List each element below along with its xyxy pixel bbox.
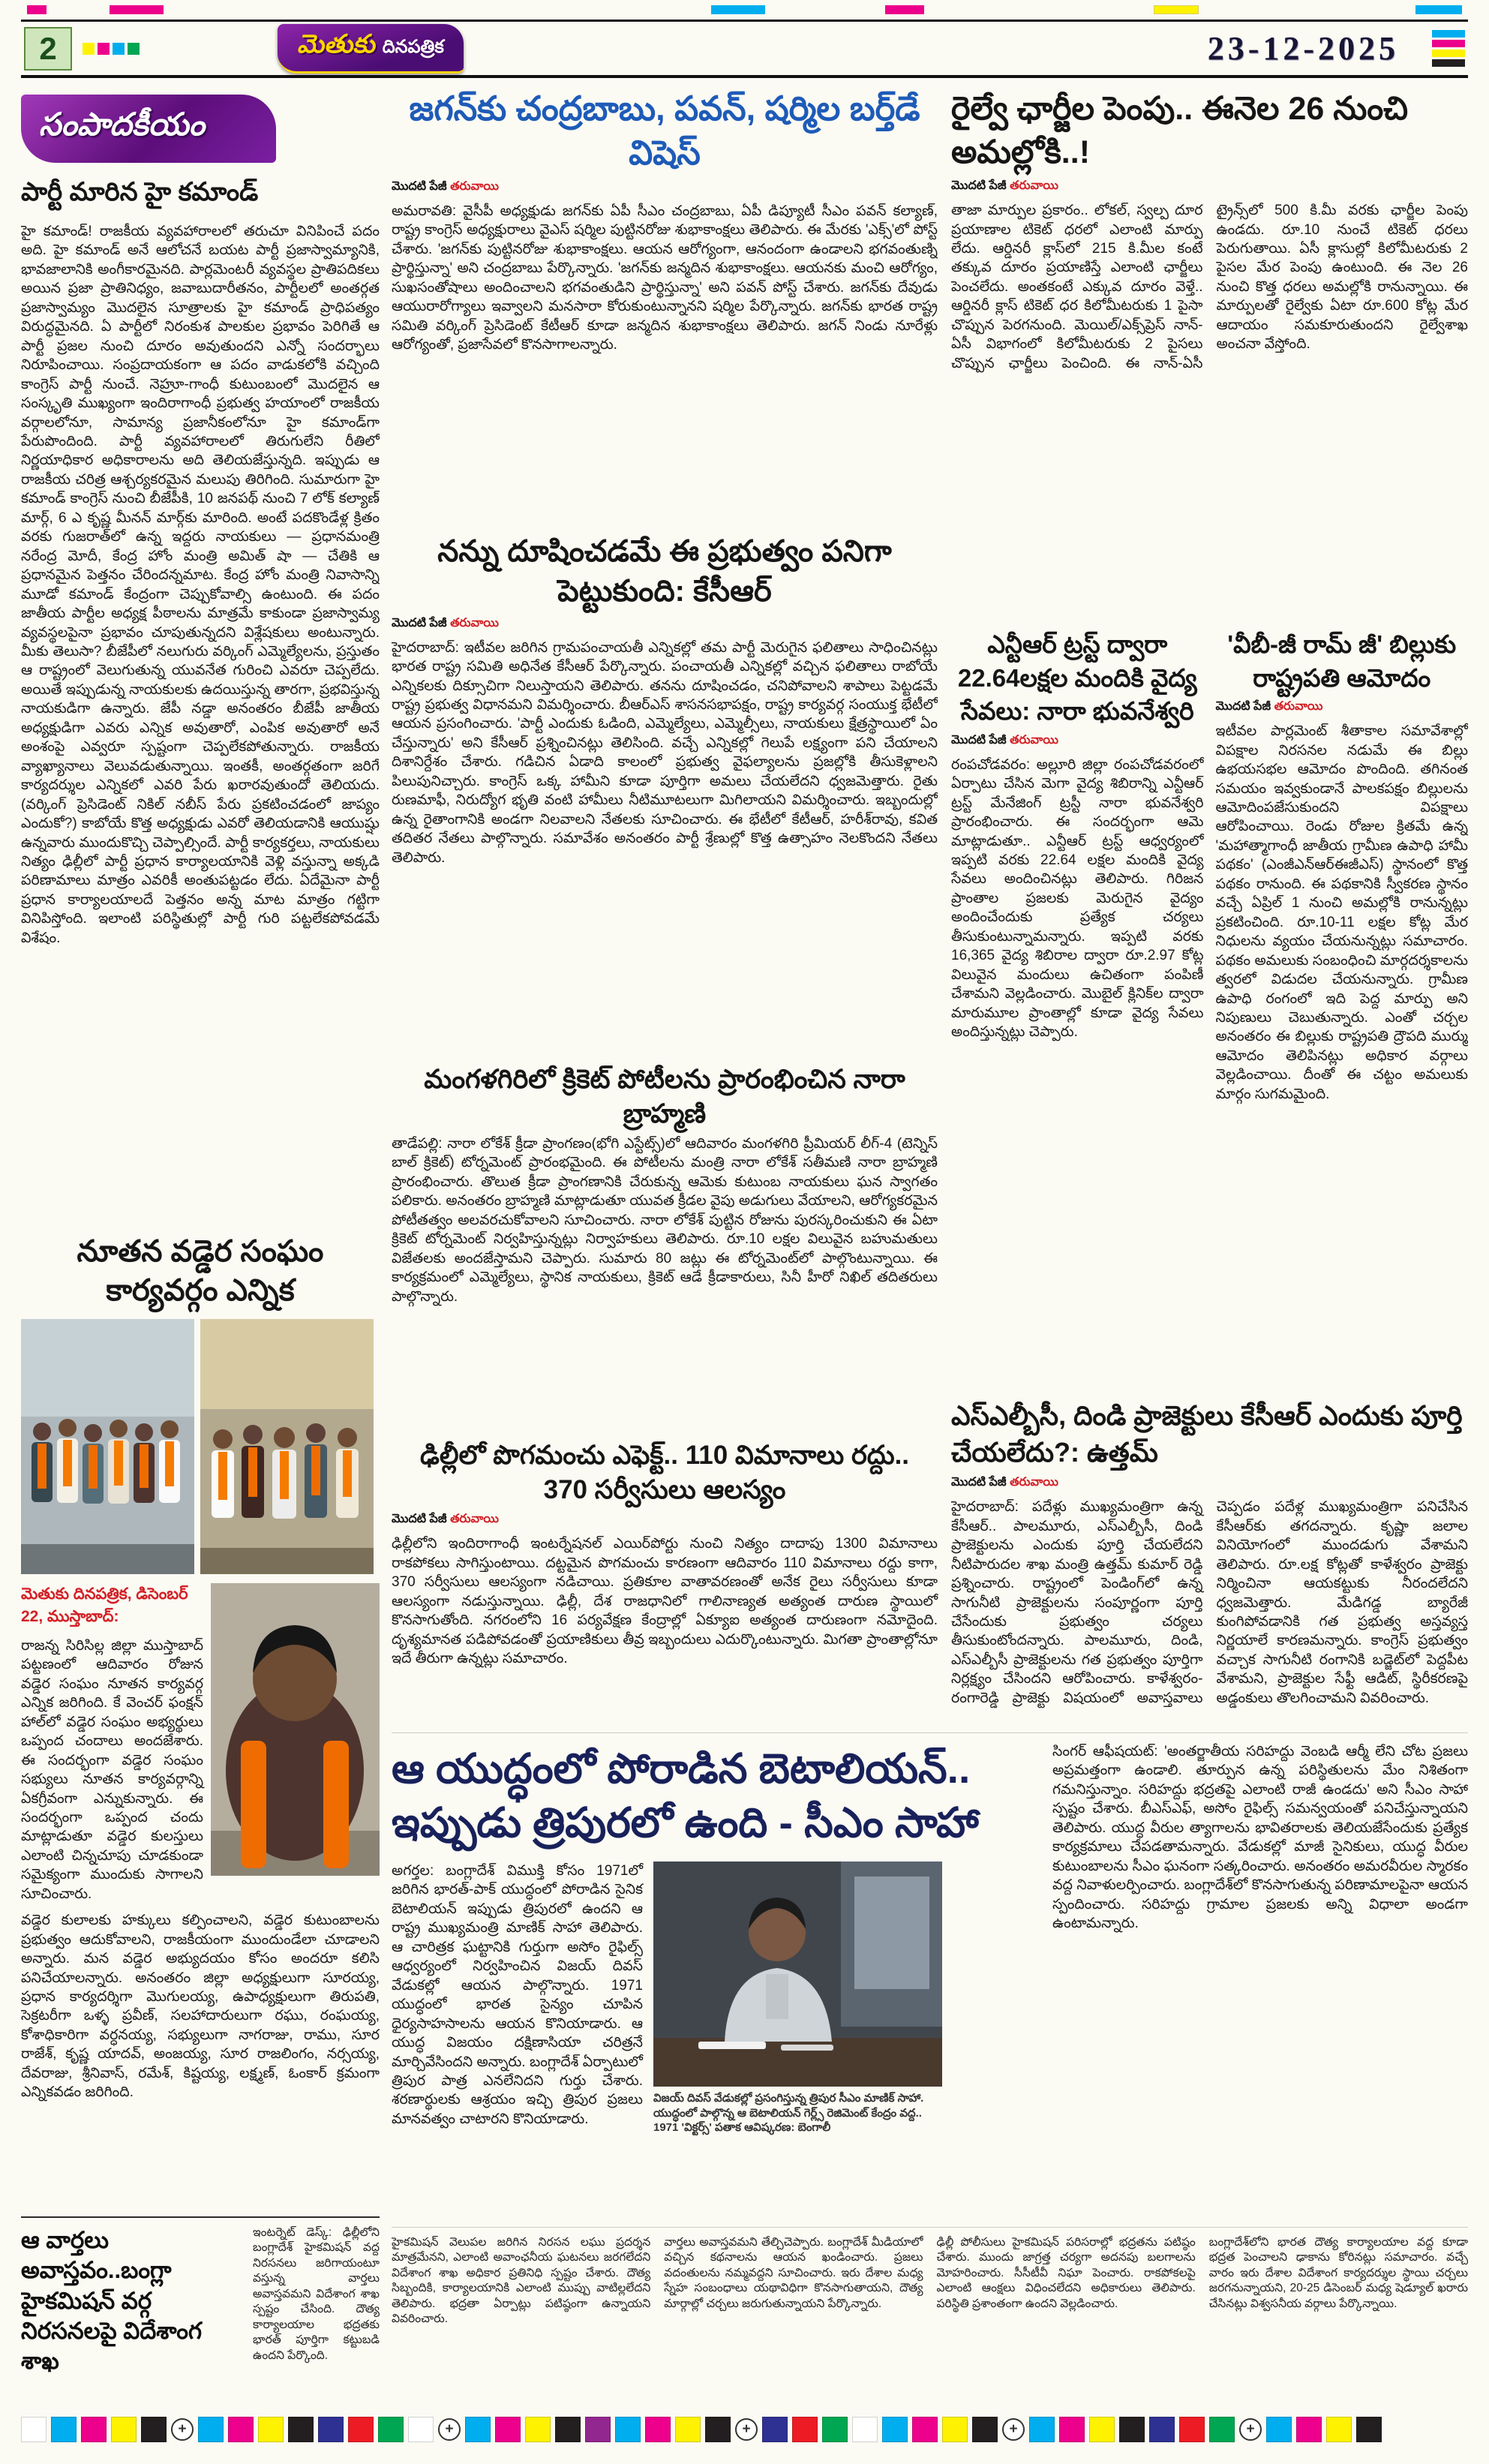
kcr-headline: నన్ను దూషించడమే ఈ ప్రభుత్వం పనిగా పెట్టుకుంది: కేసీఆర్ [437, 535, 892, 608]
bangla-headline: ఆ వార్తలు అవాస్తవం..బంగ్లా హైకమిషన్ వర్గ నిరసనలపై విదేశాంగ శాఖ [21, 2227, 203, 2375]
railway-headline: రైల్వే ఛార్జీల పెంపు.. ఈనెల 26 నుంచి అమల్లోకి..! [951, 91, 1409, 171]
vbg-bill-headline: 'వీబీ-జీ రామ్ జీ' బిల్లుకు రాష్ట్రపతి ఆమోదం [1227, 630, 1457, 692]
birthday-body-text: అమరావతి: వైసీపీ అధ్యక్షుడు జగన్‌కు ఏపీ సీఎం చంద్రబాబు, ఏపీ డిప్యూటీ సీఎం పవన్ కల్యాణ్, రాష్ట్ర కాంగ్రెస్ అధ్యక్షురాలు వైఎస్ షర్మిల పుట్టినరోజు శుభాకాంక్షలు తెలిపారు. ఈ మేరకు 'ఎక్స్'లో పోస్ట్ చేశారు. 'జగన్‌కు పుట్టినరోజు శుభాకాంక్షలు. ఆయన ఆరోగ్యంగా, ఆనందంగా ఉండాలని భగవంతుణ్ని ప్రార్థిస్తున్నా' అని చంద్రబాబు పేర్కొన్నారు. 'జగన్‌కు జన్మదిన శుభాకాంక్షలు. ఆయనకు మంచి ఆరోగ్యం, సుఖసంతోషాలు అందించాలని భగవంతుడిని ప్రార్థిస్తున్నా' అని పవన్ పోస్ట్ చేశారు. జగన్‌కు దేవుడు ఆయురారోగ్యాలు ఇవ్వాలని మనసారా కోరుకుంటున్నానని షర్మిల పేర్కొన్నారు. జగన్‌కు భారత రాష్ట్ర సమితి వర్కింగ్ ప్రెసిడెంట్ కేటీఆర్ కూడా జన్మదిన శుభాకాంక్షలు తెలిపారు. జగన్ నిండు నూరేళ్లు ఆరోగ్యంతో, ప్రజాసేవలో కొనసాగాలన్నారు. [392, 203, 938, 353]
right-column [951, 87, 1468, 1726]
vbg-bill-body: ఇటీవల పార్లమెంట్ శీతాకాల సమావేశాల్లో విపక్షాల నిరసనల నడుమే ఈ బిల్లు ఉభయసభల ఆమోదం పొందింది. తగినంత సమయం ఇవ్వకుండానే పాలకపక్షం బిల్లులను ఆమోదింపజేసుకుందని విపక్షాలు ఆరోపించాయి. రెండు రోజుల క్రితమే ఉన్న 'మహాత్మాగాంధీ జాతీయ గ్రామీణ ఉపాధి హామీ పథకం' (ఎంజీఎన్ఆర్ఈజీఎస్) స్థానంలో కొత్త పథకం రానుంది. ఈ పథకానికి స్వీకరణ స్థానం వచ్చే ఏప్రిల్ 1 నుంచి అమల్లోకి రానున్నట్లు ప్రకటించింది. రూ.10-11 లక్షల కోట్ల మేర నిధులను వ్యయం చేయనున్నట్లు సమాచారం. పథకం అమలుకు సంబంధించి మార్గదర్శకాలను త్వరలో విడుదల చేయనున్నారు. గ్రామీణ ఉపాధి రంగంలో ఇది పెద్ద మార్పు అని నిపుణులు చెబుతున్నారు. ఎంతో చర్చల అనంతరం ఈ బిల్లుకు రాష్ట్రపతి ద్రౌపది ముర్ము ఆమోదం తెలిపినట్లు అధికార వర్గాలు వెల్లడించాయి. దీంతో ఈ చట్టం అమలుకు మార్గం సుగమమైంది. [1215, 723, 1468, 1102]
middle-column [392, 87, 938, 1726]
slbc-article [951, 1398, 1468, 1726]
slbc-body: హైదరాబాద్: పదేళ్లు ముఖ్యమంత్రిగా ఉన్న కేసీఆర్.. పాలమూరు, ఎస్ఎల్బీసీ, దిండి ప్రాజెక్టులను ఎందుకు పూర్తి చేయలేదని నీటిపారుదల శాఖ మంత్రి ఉత్తమ్ కుమార్ రెడ్డి ప్రశ్నించారు. రాష్ట్రంలో పెండింగ్‌లో ఉన్న సాగునీటి ప్రాజెక్టులను సంపూర్ణంగా పూర్తి చేసేందుకు ప్రభుత్వం చర్యలు తీసుకుంటోందన్నారు. పాలమూరు, దిండి, ఎస్ఎల్బీసీ ప్రాజెక్టులను గత ప్రభుత్వం పూర్తిగా నిర్లక్ష్యం చేసిందని ఆరోపించారు. కాళేశ్వరం-రంగారెడ్డి ప్రాజెక్టు విషయంలో అవాస్తవాలు చెప్పడం పదేళ్ల ముఖ్యమంత్రిగా పనిచేసిన కేసీఆర్‌కు తగదన్నారు. కృష్ణా జలాల వినియోగంలో ముందడుగు వేశామని తెలిపారు. రూ.లక్ష కోట్లతో కాళేశ్వరం ప్రాజెక్టు నిర్మించినా ఆయకట్టుకు నీరందలేదని ధ్వజమెత్తారు. మేడిగడ్డ బ్యారేజీ కుంగిపోవడానికి గత ప్రభుత్వ అస్తవ్యస్త నిర్ణయాలే కారణమన్నారు. కాంగ్రెస్ ప్రభుత్వం వచ్చాక సాగునీటి రంగానికి బడ్జెట్‌లో పెద్దపీట వేశామని, ప్రాజెక్టుల సేఫ్టీ ఆడిట్, స్థిరీకరణపై అడ్డంకులు తొలగించామని వివరించారు. [951, 1499, 1468, 1706]
masthead-logo [278, 24, 464, 74]
vaddera-portrait-photo [211, 1583, 380, 1876]
print-marks-top [21, 0, 1468, 20]
continuation-suffix: తరువాయి [1010, 733, 1058, 747]
continuation-suffix: తరువాయి [1010, 179, 1058, 193]
tripura-feature [392, 1732, 1468, 2216]
print-mark [885, 5, 924, 14]
page-header [21, 20, 1468, 78]
vaddera-dateline: మెతుకు దినపత్రిక, డిసెంబర్ 22, ముస్తాబాద్: [21, 1585, 188, 1626]
continuation-prefix: మొదటి పేజీ [951, 733, 1007, 747]
continuation-note [951, 1475, 1468, 1492]
continuation-prefix: మొదటి పేజీ [392, 180, 447, 193]
continuation-suffix: తరువాయి [1010, 1476, 1058, 1489]
print-cmyk-bars [1432, 30, 1465, 67]
tripura-headline: ఆ యుద్ధంలో పోరాడిన బెటాలియన్.. ఇప్పుడు త్రిపురలో ఉంది - సీఎం సాహా [392, 1745, 979, 1846]
birthday-headline: జగన్‌కు చంద్రబాబు, పవన్, షర్మిల బర్త్‌డే విషెస్ [409, 89, 920, 172]
tripura-left [392, 1742, 1040, 2216]
masthead-word-2: దినపత్రిక [382, 36, 444, 57]
print-mark [1415, 5, 1462, 14]
continuation-note [392, 1512, 938, 1528]
ntr-trust-article [951, 628, 1204, 1386]
editorial-section-label: సంపాదకీయం [21, 95, 276, 163]
birthday-article [392, 87, 938, 517]
continuation-suffix: తరువాయి [450, 616, 499, 630]
vaddera-group-photo-2 [200, 1319, 374, 1574]
continuation-prefix: మొదటి పేజీ [951, 179, 1007, 193]
print-mark [110, 5, 164, 14]
continuation-suffix: తరువాయి [1274, 700, 1323, 714]
ntr-trust-headline: ఎన్టీఆర్ ట్రస్ట్ ద్వారా 22.64లక్షల మందికి వైద్య సేవలు: నారా భువనేశ్వరి [957, 630, 1197, 726]
bangla-headline-box [21, 2216, 380, 2385]
delhi-fog-body: ఢిల్లీలోని ఇందిరాగాంధీ ఇంటర్నేషనల్ ఎయిర్‌పోర్టు నుంచి నిత్యం దాదాపు 1300 విమానాలు రాకపోకలు సాగిస్తుంటాయి. దట్టమైన పొగమంచు కారణంగా ఆదివారం 110 విమానాలు రద్దు కాగా, 370 సర్వీసులు ఆలస్యంగా నడిచాయి. ప్రతికూల వాతావరణంతో అనేక రైలు సర్వీసులు కూడా ఆలస్యంగా నడుస్తున్నాయి. ఢిల్లీ, దేశ రాజధానిలో గాలినాణ్యత అత్యంత దారుణ స్థాయిలో కొనసాగుతోంది. నగరంలోని 16 పర్యవేక్షణ కేంద్రాల్లో ఏక్యూఐ అత్యంత దారుణంగా నమోదైంది. దృశ్యమానత పడిపోవడంతో ప్రయాణికులు తీవ్ర ఇబ్బందులు ఎదుర్కొంటున్నారు. మిగతా ప్రాంతాల్లోనూ ఇదే తీరుగా ఉన్నట్లు సమాచారం. [392, 1536, 938, 1667]
continuation-prefix: మొదటి పేజీ [1215, 700, 1271, 714]
cricket-body: తాడేపల్లి: నారా లోకేశ్ క్రీడా ప్రాంగణం(భోగి ఎస్టేట్స్)లో ఆదివారం మంగళగిరి ప్రీమియర్ లీగ్-4 (టెన్నిస్ బాల్ క్రికెట్) టోర్నమెంట్ ప్రారంభమైంది. ఈ పోటీలను మంత్రి నారా లోకేశ్ సతీమణి నారా బ్రాహ్మణి ప్రారంభించారు. తొలుత క్రీడా ప్రాంగణానికి చేరుకున్న ఆమెకు కుటుంబ నాయకులు ఘన స్వాగతం పలికారు. అనంతరం బ్రాహ్మణి మాట్లాడుతూ యువత క్రీడల వైపు అడుగులు వేయాలని, ఆరోగ్యకరమైన పోటీతత్వం అలవరచుకోవాలని సూచించారు. నారా లోకేశ్ పుట్టిన రోజును పురస్కరించుకుని ఈ ఏటా క్రికెట్ టోర్నమెంట్ నిర్వహిస్తున్నట్లు నిర్వాహకులు తెలిపారు. రూ.10 లక్షల విలువైన బహుమతులు విజేతలకు అందజేస్తామని చెప్పారు. సుమారు 80 జట్లు ఈ టోర్నమెంట్‌లో పాల్గొంటున్నాయి. ఈ కార్యక్రమంలో ఎమ్మెల్యేలు, స్థానిక నాయకులు, క్రికెట్ ఆడే క్రీడాకారులు, సినీ హీరో నిఖిల్ తదితరులు పాల్గొన్నారు. [392, 1135, 938, 1305]
print-mark [27, 5, 47, 14]
kcr-body: హైదరాబాద్: ఇటీవల జరిగిన గ్రామపంచాయతీ ఎన్నికల్లో తమ పార్టీ మెరుగైన ఫలితాలు సాధించినట్లు భారత రాష్ట్ర సమితి అధినేత కేసీఆర్ పేర్కొన్నారు. పంచాయతీ ఎన్నికల్లో వచ్చిన ఫలితాలు రాబోయే ఎన్నికలకు దిక్సూచిగా నిలుస్తాయని తెలిపారు. తనను దూషించడం, చనిపోవాలని శాపాలు పెట్టడమే రాష్ట్ర ప్రభుత్వ విధానమని విమర్శించారు. బీఆర్ఎస్ శాసనసభాపక్షం, రాష్ట్ర కార్యవర్గ సంయుక్త భేటీలో ఆయన ప్రసంగించారు. 'పార్టీ ఎందుకు ఓడింది, ఎమ్మెల్యేలు, ఎమ్మెల్సీలు, నాయకులు క్షేత్రస్థాయిలో ఏం చేస్తున్నారు' అని కేసీఆర్ ప్రశ్నించినట్లు తెలిసింది. వచ్చే ఎన్నికల్లో గెలుపే లక్ష్యంగా పని చేయాలని దిశానిర్దేశం చేశారు. గడిచిన ఏడాది కాలంలో ప్రభుత్వ వైఫల్యాలను ప్రజల్లోకి తీసుకెళ్లాలని పిలుపునిచ్చారు. కాంగ్రెస్ ఒక్క హామీని కూడా పూర్తిగా అమలు చేయలేదని ధ్వజమెత్తారు. రైతు రుణమాఫీ, నిరుద్యోగ భృతి వంటి హామీలు నీటిమూటలుగా మిగిలాయని విమర్శించారు. ఇబ్బందుల్లో ఉన్న రైతాంగానికి అండగా నిలవాలని నేతలకు సూచించారు. ఈ భేటీలో కేటీఆర్, హరీశ్‌రావు, కవిత తదితర నేతలు పాల్గొన్నారు. సమావేశం అనంతరం పార్టీ శ్రేణుల్లో కొత్త ఉత్సాహం నెలకొందని నేతలు తెలిపారు. [392, 639, 938, 866]
tripura-row [392, 1862, 1040, 2135]
print-mark [711, 5, 765, 14]
bangla-col-3: ఢిల్లీ పోలీసులు హైకమిషన్ పరిసరాల్లో భద్రతను పటిష్ఠం చేశారు. ముందు జాగ్రత్త చర్యగా అదనపు బలగాలను మోహరించారు. సీసీటీవీ నిఘా పెంచారు. రాకపోకలపై ఎలాంటి ఆంక్షలు విధించలేదని అధికారులు తెలిపారు. పరిస్థితి ప్రశాంతంగా ఉందని వెల్లడించారు. [936, 2236, 1196, 2310]
continuation-suffix: తరువాయి [450, 1513, 499, 1526]
bangla-columns [392, 2227, 1468, 2418]
edition-date: 23-12-2025 [1207, 30, 1399, 67]
continuation-suffix: తరువాయి [450, 180, 499, 193]
tripura-body-left: అగర్తల: బంగ్లాదేశ్ విముక్తి కోసం 1971లో జరిగిన భారత్-పాక్ యుద్ధంలో పోరాడిన సైనిక బెటాలియన్ ఇప్పుడు త్రిపురలో ఉందని ఆ రాష్ట్ర ముఖ్యమంత్రి మాణిక్ సాహా తెలిపారు. ఆ చారిత్రక ఘట్టానికి గుర్తుగా అసోం రైఫిల్స్ ఆధ్వర్యంలో నిర్వహించిన విజయ్ దివస్ వేడుకల్లో ఆయన పాల్గొన్నారు. 1971 యుద్ధంలో భారత సైన్యం చూపిన ధైర్యసాహసాలను ఆయన కొనియాడారు. ఆ యుద్ధ విజయం దక్షిణాసియా చరిత్రనే మార్చివేసిందని అన్నారు. బంగ్లాదేశ్ ఏర్పాటులో త్రిపుర పాత్ర ఎనలేనిదని గుర్తు చేశారు. శరణార్థులకు ఆశ్రయం ఇచ్చి త్రిపుర ప్రజలు మానవత్వం చాటారని కొనియాడారు. [392, 1863, 643, 2127]
continuation-prefix: మొదటి పేజీ [392, 616, 447, 630]
continuation-note [951, 733, 1204, 750]
right-sub-columns [951, 628, 1468, 1386]
tripura-photo [653, 1862, 942, 2135]
vaddera-headline: నూతన వడ్డెర సంఘం కార్యవర్గం ఎన్నిక [77, 1235, 324, 1307]
continuation-note [951, 179, 1468, 195]
continuation-note [392, 179, 938, 196]
vaddera-group-photo-1 [21, 1319, 194, 1574]
bangla-col-4: బంగ్లాదేశ్‌లోని భారత దౌత్య కార్యాలయాల వద్ద కూడా భద్రత పెంచాలని ఢాకాను కోరినట్లు సమాచారం. వచ్చే వారం ఇరు దేశాల విదేశాంగ కార్యదర్శుల స్థాయి చర్చలు జరగనున్నాయని, 20-25 డిసెంబర్ మధ్య షెడ్యూల్ ఖరారు చేసినట్లు విశ్వసనీయ వర్గాలు పేర్కొన్నాయి. [1208, 2236, 1468, 2310]
editorial-headline: పార్టీ మారిన హై కమాండ్ [21, 178, 259, 206]
kcr-article [392, 532, 938, 1047]
print-color-squares [83, 43, 140, 55]
vaddera-body-2: వడ్డెర కులాలకు హక్కులు కల్పించాలని, వడ్డెర కుటుంబాలను ప్రభుత్వం ఆదుకోవాలని, రాజకీయంగా ముందుండేలా చూడాలని అన్నారు. మన వడ్డెర అభ్యుదయం కోసం అందరూ కలిసి పనిచేయాలన్నారు. అనంతరం జిల్లా అధ్యక్షులుగా సూరయ్య, ప్రధాన కార్యదర్శిగా మొగులయ్య, ఉపాధ్యక్షులుగా తిరుపతి, సెక్రటరీగా ఒళ్ళ ప్రవీణ్, సలహాదారులుగా రఘు, రంఘయ్య, కోశాధికారిగా వర్ధనయ్య, సభ్యులుగా నాగరాజు, రాము, సూర రాజేశ్, కృష్ణ యాదవ్, అంజయ్య, సూర రాజలింగం, నర్సయ్య, దేవరాజు, శ్రీనివాస్, రమేశ్, కిష్టయ్య, లక్ష్మణ్, ఓంకార్ క్రమంగా ఎన్నికవడం జరిగింది. [21, 1913, 380, 2101]
print-mark [1154, 5, 1199, 14]
left-column [21, 87, 380, 2418]
page-number: 2 [24, 27, 72, 71]
continuation-note [1216, 699, 1469, 716]
delhi-fog-headline: ఢిల్లీలో పొగమంచు ఎఫెక్ట్.. 110 విమానాలు రద్దు.. 370 సర్వీసులు ఆలస్యం [419, 1440, 910, 1505]
ntr-trust-body: రంపచోడవరం: అల్లూరి జిల్లా రంపచోడవరంలో ఏర్పాటు చేసిన మెగా వైద్య శిబిరాన్ని ఎన్టీఆర్ ట్రస్ట్ మేనేజింగ్ ట్రస్టీ నారా భువనేశ్వరి ప్రారంభించారు. ఈ సందర్భంగా ఆమె మాట్లాడుతూ.. ఎన్టీఆర్ ట్రస్ట్ ఆధ్వర్యంలో ఇప్పటి వరకు 22.64 లక్షల మందికి వైద్య సేవలు అందించినట్లు తెలిపారు. గిరిజన ప్రాంతాల ప్రజలకు మెరుగైన వైద్యం అందించేందుకు ప్రత్యేక చర్యలు తీసుకుంటున్నామన్నారు. ఇప్పటి వరకు 16,365 వైద్య శిబిరాల ద్వారా రూ.2.97 కోట్ల విలువైన మందులు ఉచితంగా పంపిణీ చేశామని వెల్లడించారు. మొబైల్ క్లినిక్‌ల ద్వారా మారుమూల ప్రాంతాల్లో కూడా వైద్య సేవలు అందిస్తున్నట్లు చెప్పారు. [951, 756, 1204, 1041]
page-body [21, 78, 1468, 2418]
continuation-note [392, 616, 938, 633]
delhi-fog-article [392, 1438, 938, 1669]
vbg-bill-article [1216, 628, 1469, 1386]
bangla-intro: ఇంటర్నెట్ డెస్క్: ఢిల్లీలోని బంగ్లాదేశ్ హైకమిషన్ వద్ద నిరసనలు జరిగాయంటూ వస్తున్న వార్తలు అవాస్తవమని విదేశాంగ శాఖ స్పష్టం చేసింది. దౌత్య కార్యాలయాల భద్రతకు భారత్ పూర్తిగా కట్టుబడి ఉందని పేర్కొంది. [253, 2226, 380, 2362]
slbc-headline: ఎస్ఎల్బీసీ, దిండి ప్రాజెక్టులు కేసీఆర్ ఎందుకు పూర్తి చేయలేదు?: ఉత్తమ్ [951, 1400, 1463, 1468]
vaddera-body-1: రాజన్న సిరిసిల్ల జిల్లా ముస్తాబాద్ పట్టణంలో ఆదివారం రోజున వడ్డెర సంఘం నూతన కార్యవర్గ ఎన్నిక జరిగింది. కే వెంచర్ ఫంక్షన్ హాల్‌లో వడ్డెర సంఘం అభ్యర్థులు ఒప్పంద చందాలు అందజేశారు. ఈ సందర్భంగా వడ్డెర సంఘం సభ్యులు నూతన కార్యవర్గాన్ని ఏకగ్రీవంగా ఎన్నుకున్నారు. ఈ సందర్భంగా ఒప్పంద చందు మాట్లాడుతూ వడ్డెర కులస్తులు ఎలాంటి చిన్నచూపు చూడకుండా సమైక్యంగా ముందుకు సాగాలని సూచించారు. [21, 1637, 203, 1902]
editorial-body: హై కమాండ్! రాజకీయ వ్యవహారాలలో తరుచూ వినిపించే పదం అది. హై కమాండ్ అనే ఆలోచనే బయట పార్టీ ప్రజాస్వామ్యానికి, భావజాలానికి అంగీకారమైనది. పార్లమెంటరీ వ్యవస్థల ప్రాతిపదికలు అయిన ప్రజా ప్రాతినిధ్యం, జవాబుదారీతనం, పార్టీలలో అంతర్గత ప్రజాస్వామ్యం మొదలైన సూత్రాలకు హై కమాండ్ ప్రాధిపత్యం విరుద్ధమైనది. ఏ పార్టీలో నిరంకుశ పాలకుల ప్రభావం పెరిగితే ఆ పార్టీ ప్రజల నుంచి దూరం అవుతుందని ఎన్నో సందర్భాలు నిరూపించాయి. సంప్రదాయకంగా ఆ పదం వాడుకలోకి వచ్చింది కాంగ్రెస్ పార్టీ నుంచే. నెహ్రూ-గాంధీ కుటుంబంలో మొదలైన ఆ సంస్కృతి ముఖ్యంగా ఇందిరాగాంధీ ప్రభుత్వ హయాంలో రాజకీయ వర్గాలలోనూ, సామాన్య ప్రజానీకంలోనూ హై కమాండ్‌గా పేరుపొందింది. పార్టీ వ్యవహారాలలో తిరుగులేని రీతిలో నిర్ణయాధికార అధికారాలను అది తెలియజేస్తున్నది. ఇప్పుడు ఆ రాజకీయ చరిత్ర ఆశ్చర్యకరమైన మలుపు తిరిగింది. సుమారుగా హై కమాండ్ కాంగ్రెస్ నుంచి బీజేపీకి, 10 జనపథ్ నుంచి 7 లోక్ కల్యాణ్ మార్గ్, 6 ఎ కృష్ణ మీనన్ మార్గ్‌కు మారింది. అంటే పదకొండేళ్ల క్రితం వరకు గుజరాత్‌లో ఉన్న ఇద్దరు నాయకులు — ప్రధానమంత్రి నరేంద్ర మోదీ, కేంద్ర హోం మంత్రి అమిత్ షా — చేతికి ఆ ప్రధానమైన పెత్తనం చేరిందన్నమాట. కేంద్ర హోం మంత్రి నివాసాన్ని మూడో కమాండ్ కేంద్రంగా చెప్పుకోవాల్సి ఉంటుంది. ఈ పదం జాతీయ పార్టీల అధ్యక్ష పీఠాలను మాత్రమే కాకుండా ప్రజాస్వామ్య వ్యవస్థలపైనా ప్రభావం చూపుతున్నదని విశ్లేషకులు అంటున్నారు. మీకు తెలుసా? బీజేపీలో నలుగురు వర్కింగ్ ఎమ్మెల్యేలను, ప్రస్తుతం ఆ రాష్ట్రంలో వెలుగుతున్న యువనేత గురించి ఎవరూ చెప్పలేదు. అయితే ఇప్పుడున్న నాయకులకు ఉదయిస్తున్న తారగా, ప్రభవిస్తున్న నాయకుడిగా ఉన్నారు. జేపీ నడ్డా అనంతరం బీజేపీ జాతీయ అధ్యక్షుడిగా ఎవరు ఎన్నిక అవుతారో, ఎంపిక అవుతారో అనే అంశంపై ఎవ్వరూ స్పష్టంగా చెప్పలేకపోతున్నారు. రాజకీయ వ్యాఖ్యానాలు వెలువడుతున్నాయి. ఇంతకీ, అంతర్గతంగా జరిగే కార్యదర్శుల ఎన్నికలో ఎవరి పేరు ఖరారవుతుందో తెలియదు. (వర్కింగ్ ప్రెసిడెంట్ నికిల్ నబీస్ పేరు ప్రకటించడంలో జాప్యం ఎందుకో?) కాబోయే కొత్త అధ్యక్షుడు ఎవరో తెలియడానికి ఆయుష్షు ఉన్నవారు ముందుకొచ్చి చెప్పాల్సిందే. పార్టీ కార్యకర్తలు, నాయకులు నిత్యం ఢిల్లీలో పార్టీ ప్రధాన కార్యాలయానికి వెళ్లి వస్తున్నా అక్కడి పరిణామాలు మాత్రం ఎవరికీ అంతుపట్టడం లేదు. ఏదేమైనా పార్టీ ప్రధాన కార్యాలయాలదే పెత్తనం అన్న మాట మాత్రం గట్టిగా వినిపిస్తోంది. ఇలాంటి పరిస్థితుల్లో పార్టీ గురి పట్టలేకపోవడమే విశేషం. [21, 224, 380, 946]
bangla-col-2: వార్తలు అవాస్తవమని తేల్చిచెప్పారు. బంగ్లాదేశ్ మీడియాలో వచ్చిన కథనాలను ఆయన ఖండించారు. ప్రజలు వదంతులను నమ్మవద్దని సూచించారు. ఇరు దేశాల మధ్య స్నేహ సంబంధాలు యథావిధిగా కొనసాగుతాయని, దౌత్య మార్గాల్లో చర్చలు జరుగుతున్నాయని పేర్కొన్నారు. [664, 2236, 923, 2310]
cricket-headline: మంగళగిరిలో క్రికెట్ పోటీలను ప్రారంభించిన నారా బ్రాహ్మణి [424, 1064, 905, 1128]
continuation-prefix: మొదటి పేజీ [392, 1513, 447, 1526]
railway-body: తాజా మార్పుల ప్రకారం.. లోకల్, స్వల్ప దూర ప్రయాణాల టికెట్ ధరలో ఎలాంటి మార్పు లేదు. ఆర్డినరీ క్లాస్‌లో 215 కి.మీల కంటే తక్కువ దూరం ప్రయాణిస్తే ఎలాంటి ఛార్జీలు పెంచలేదు. అంతకంటే ఎక్కువ దూరం వెళ్తే.. ఆర్డినరీ క్లాస్ టికెట్ ధర కిలోమీటరుకు 1 పైసా చొప్పున పెరగనుంది. మెయిల్/ఎక్స్‌ప్రెస్ నాన్-ఏసీ విభాగంలో కిలోమీటరుకు 2 పైసలు చొప్పున ఛార్జీలు పెంచింది. ఈ నాన్-ఏసీ ట్రైన్స్‌లో 500 కి.మీ వరకు ఛార్జీల పెంపు ఉండదు. రూ.10 నుంచే టికెట్ ధరలు పెరుగుతాయి. ఏసీ క్లాసుల్లో కిలోమీటరుకు 2 పైసల మేర పెంపు ఉంటుంది. ఈ నెల 26 నుంచి కొత్త ధరలు అమల్లోకి రానున్నాయి. ఈ మార్పులతో రైల్వేకు ఏటా రూ.600 కోట్ల మేర ఆదాయం సమకూరుతుందని రైల్వేశాఖ అంచనా వేస్తోంది. [951, 203, 1468, 371]
masthead-word-1: మెతుకు [297, 29, 375, 59]
tripura-body-right: సింగర్ ఆఫీషయట్: 'అంతర్జాతీయ సరిహద్దు వెంబడి ఆర్మీ లేని చోట ప్రజలు అప్రమత్తంగా ఉండాలి. తూర్పున ఉన్న పరిస్థితులను మేం నిశితంగా గమనిస్తున్నాం. సరిహద్దు భద్రతపై ఎలాంటి రాజీ ఉండదు' అని సీఎం సాహా స్పష్టం చేశారు. బీఎస్ఎఫ్, అసోం రైఫిల్స్ సమన్వయంతో పనిచేస్తున్నాయని తెలిపారు. యుద్ధ వీరుల త్యాగాలను భావితరాలకు తెలియజేసేందుకు ప్రత్యేక కార్యక్రమాలు చేపడతామన్నారు. వేడుకల్లో మాజీ సైనికులు, యుద్ధ వీరుల కుటుంబాలను సీఎం ఘనంగా సత్కరించారు. అనంతరం అమరవీరుల స్మారకం వద్ద నివాళులర్పించారు. బంగ్లాదేశ్‌లో కొనసాగుతున్న పరిణామాలపైనా ఆయన స్పందించారు. సరిహద్దు గ్రామాల ప్రజలకు అన్ని విధాలా అండగా ఉంటామన్నారు. [1052, 1744, 1468, 1932]
tripura-photo-caption: విజయ్ దివస్ వేడుకల్లో ప్రసంగిస్తున్న త్రిపుర సీఎం మాణిక్ సాహా. యుద్ధంలో పాల్గొన్న ఆ బెటాలియన్ గెర్ల్స్ రెజిమెంట్ కేంద్రం వద్ద.. 1971 'విక్టర్స్' పతాక ఆవిష్కరణ: బెంగాలీ [653, 2092, 924, 2134]
print-color-bar: + + + + + [21, 2414, 1468, 2444]
right-area [392, 87, 1468, 2418]
bangla-col-1: హైకమిషన్ వెలుపల జరిగిన నిరసన లఘు ప్రదర్శన మాత్రమేనని, ఎలాంటి అవాంఛనీయ ఘటనలు జరగలేదని విదేశాంగ శాఖ అధికార ప్రతినిధి స్పష్టం చేశారు. దౌత్య సిబ్బందికి, కార్యాలయానికి ఎలాంటి ముప్పు వాటిల్లలేదని తెలిపారు. భద్రతా ఏర్పాట్లు పటిష్ఠంగా ఉన్నాయని వివరించారు. [392, 2236, 651, 2326]
cricket-article [392, 1062, 938, 1423]
vaddera-article [21, 1583, 380, 2206]
top-articles-row [392, 87, 1468, 1726]
continuation-prefix: మొదటి పేజీ [951, 1476, 1007, 1489]
vaddera-photo-row [21, 1319, 380, 1574]
railway-article [951, 87, 1468, 618]
